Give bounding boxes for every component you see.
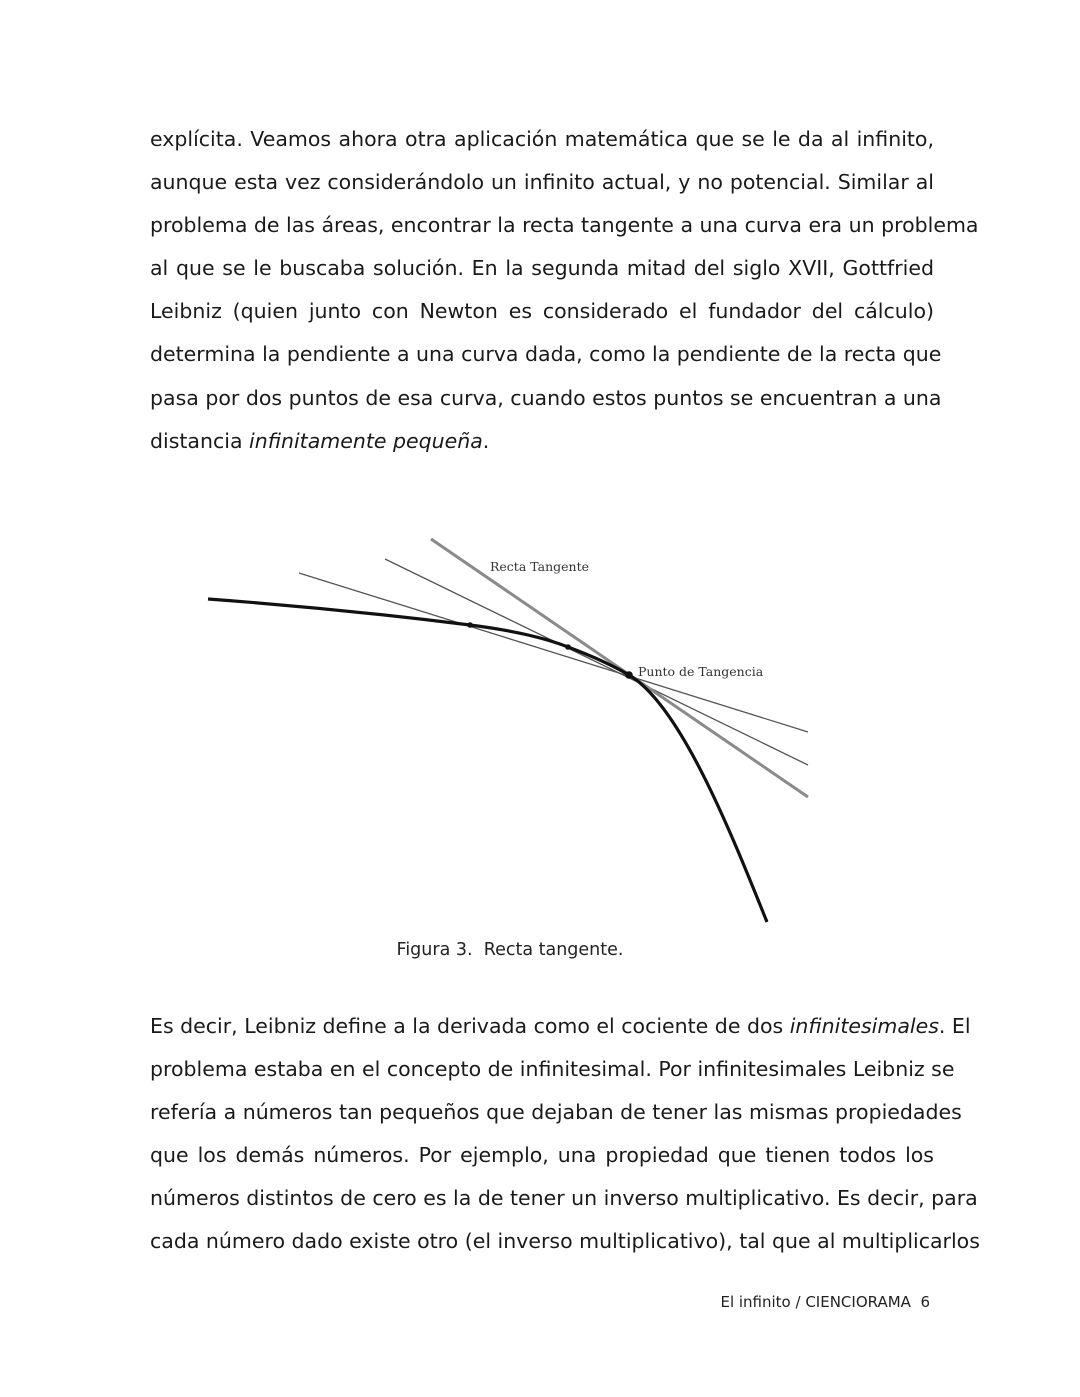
- secant-line-1: [299, 573, 808, 732]
- label-tangent-line: Recta Tangente: [490, 559, 589, 574]
- text-line: [150, 1011, 971, 1054]
- text-line: al que se le buscaba solución. En la segunda mitad del siglo XVII, Gottfried: [150, 256, 934, 281]
- text-line: problema estaba en el concepto de infinitesimal. Por infinitesimales Leibniz se: [150, 1057, 955, 1082]
- curve: [208, 599, 767, 922]
- text-span: Es decir, Leibniz define a la derivada como el cociente de dos: [150, 1014, 790, 1038]
- page-footer: [720, 1293, 930, 1311]
- text-line: problema de las áreas, encontrar la recta tangente a una curva era un problema: [150, 213, 979, 238]
- figure-caption: [0, 940, 1020, 960]
- secant-point-1: [467, 622, 473, 628]
- text-line: refería a números tan pequeños que dejaban de tener las mismas propiedades: [150, 1100, 962, 1125]
- text-line: explícita. Veamos ahora otra aplicación matemática que se le da al infinito,: [150, 127, 934, 151]
- text-line: aunque esta vez considerándolo un infinito actual, y no potencial. Similar al: [150, 170, 934, 195]
- text-line: Leibniz (quien junto con Newton es considerado el fundador del cálculo): [150, 299, 934, 324]
- text-span: . El: [938, 1014, 971, 1038]
- text-line: cada número dado existe otro (el inverso multiplicativo), tal que al multiplicarlos: [150, 1229, 980, 1254]
- page-number: 6: [920, 1293, 930, 1311]
- tangency-point: [625, 671, 633, 679]
- caption-text: Recta tangente.: [483, 940, 624, 960]
- secant-line-2: [385, 559, 808, 765]
- text-line: [150, 426, 934, 469]
- text-span: distancia: [150, 428, 250, 453]
- paragraph-2: [150, 1011, 980, 1270]
- caption-label: Figura 3.: [396, 940, 473, 960]
- emphasis-text: infinitamente pequeña: [249, 428, 483, 453]
- text-line: determina la pendiente a una curva dada, como la pendiente de la recta que: [150, 342, 942, 367]
- footer-text: El infinito / CIENCIORAMA: [720, 1293, 911, 1311]
- label-tangency-point: Punto de Tangencia: [638, 664, 764, 679]
- text-line: pasa por dos puntos de esa curva, cuando estos puntos se encuentran a una: [150, 385, 942, 410]
- secant-point-2: [565, 644, 571, 650]
- text-line: que los demás números. Por ejemplo, una propiedad que tienen todos los: [150, 1143, 934, 1168]
- text-span: .: [482, 428, 490, 453]
- paragraph-1: [150, 124, 979, 469]
- emphasis-text: infinitesimales: [789, 1014, 939, 1038]
- tangent-figure: [0, 520, 1080, 940]
- text-line: números distintos de cero es la de tener un inverso multiplicativo. Es decir, para: [150, 1186, 978, 1211]
